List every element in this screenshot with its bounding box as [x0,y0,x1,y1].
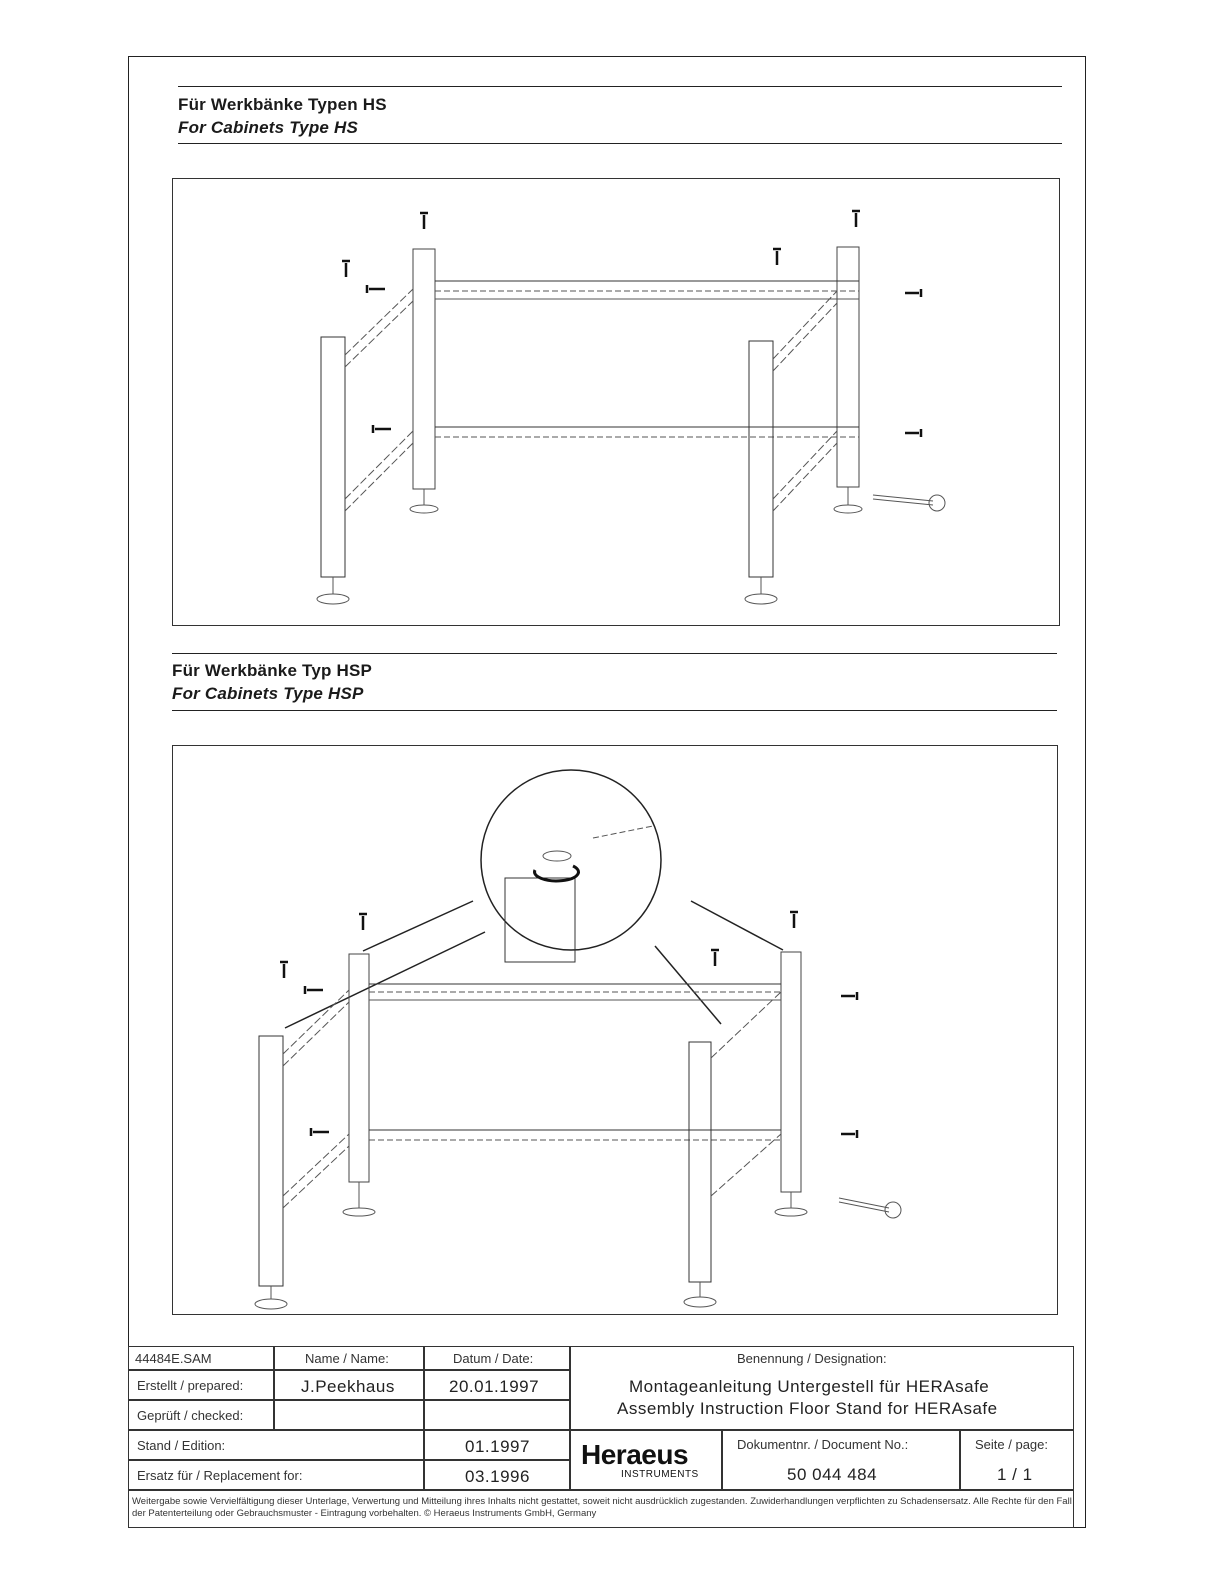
date-header-cell [424,1346,570,1370]
copyright-notice: Weitergabe sowie Vervielfältigung dieser Unterlage, Verwertung und Mitteilung ihres Inhalts nicht gestattet, soweit nicht ausdrücklich zugestanden. Zuwiderhandlungen verpflichten zu Schadensersatz. Alle Rechte für den Fall der Patenterteilung oder Gebrauchsmuster - Eintragung vorbehalten. © Heraeus Instruments GmbH, Germany [132,1496,1072,1519]
designation-en: Assembly Instruction Floor Stand for HERAsafe [617,1399,998,1418]
designation-label: Benennung / Designation: [737,1351,887,1366]
hs-stand-drawing [317,211,945,604]
replacement-label-cell [128,1460,424,1490]
designation-de: Montageanleitung Untergestell für HERAsafe [629,1377,990,1396]
figure-hs-floor-stand [172,178,1060,626]
docno-label: Dokumentnr. / Document No.: [737,1437,909,1452]
section-hsp-bottom-rule [172,710,1057,711]
section-hsp-title-en: For Cabinets Type HSP [172,684,364,703]
prepared-label: Erstellt / prepared: [137,1378,244,1393]
docno-value: 50 044 484 [787,1465,878,1484]
figure-hsp-floor-stand [172,745,1058,1315]
docno-cell [722,1430,960,1490]
section-hs-title-en: For Cabinets Type HS [178,118,359,137]
prepared-label-cell [128,1370,274,1400]
page-cell [960,1430,1074,1490]
hsp-stand-drawing [255,770,901,1309]
edition-value: 01.1997 [465,1437,530,1456]
date-label: Datum / Date: [453,1351,534,1366]
prepared-name: J.Peekhaus [301,1377,395,1396]
checked-label: Geprüft / checked: [137,1408,244,1423]
name-label: Name / Name: [305,1351,389,1366]
prepared-date-cell [424,1370,570,1400]
checked-date-cell [424,1400,570,1430]
designation-cell [570,1346,1074,1430]
prepared-name-cell [274,1370,424,1400]
edition-label-cell [128,1430,424,1460]
section-hsp-top-rule [172,653,1057,654]
heraeus-logo: Heraeus [581,1439,689,1470]
checked-label-cell [128,1400,274,1430]
edition-label: Stand / Edition: [137,1438,226,1453]
prepared-date: 20.01.1997 [449,1377,540,1396]
edition-value-cell [424,1430,570,1460]
logo-cell [570,1430,722,1490]
replacement-label: Ersatz für / Replacement for: [137,1468,303,1483]
page-label: Seite / page: [975,1437,1048,1452]
replacement-value: 03.1996 [465,1467,530,1486]
section-hs-bottom-rule [178,143,1062,144]
heraeus-logo-sub: INSTRUMENTS [621,1469,699,1480]
section-hsp-title-de: Für Werkbänke Typ HSP [172,661,373,680]
replacement-value-cell [424,1460,570,1490]
section-hs-top-rule [178,86,1062,87]
page-value: 1 / 1 [997,1465,1033,1484]
file-name: 44484E.SAM [135,1351,212,1366]
checked-name-cell [274,1400,424,1430]
name-header-cell [274,1346,424,1370]
file-cell [128,1346,274,1370]
section-hs-title-de: Für Werkbänke Typen HS [178,95,387,114]
